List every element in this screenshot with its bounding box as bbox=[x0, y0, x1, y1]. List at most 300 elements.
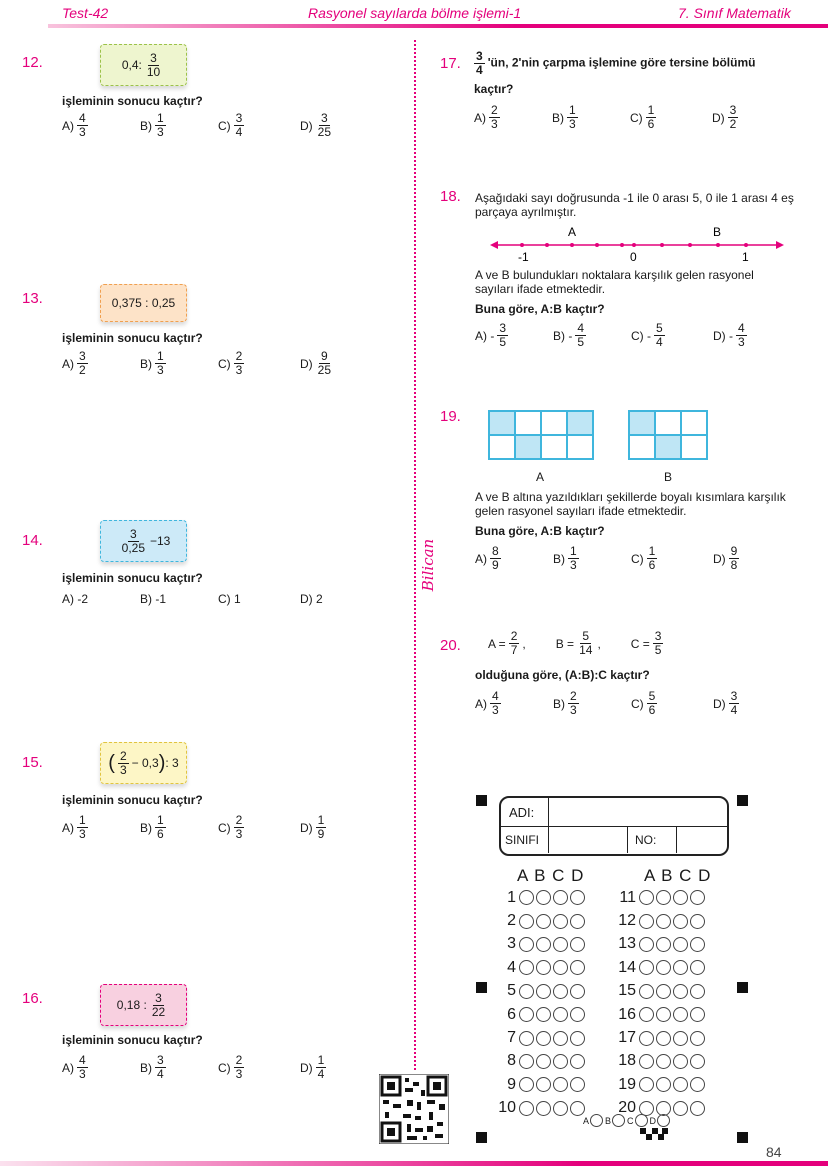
answer-bubble-a[interactable] bbox=[639, 1077, 654, 1092]
q20-a-fraction: $\frac{2}{7}$ bbox=[510, 629, 518, 657]
answer-bubble-a[interactable] bbox=[639, 937, 654, 952]
option-fraction: 5 6 bbox=[648, 689, 656, 717]
q17-option-d bbox=[712, 104, 792, 131]
option-letter: A) bbox=[62, 1060, 74, 1075]
option-fraction: 1 6 bbox=[157, 813, 164, 841]
answer-row bbox=[496, 909, 587, 932]
q12-number: 12. bbox=[22, 54, 43, 71]
answer-bubble-d[interactable] bbox=[570, 914, 585, 929]
answer-bubble-b[interactable] bbox=[536, 914, 551, 929]
option-letter: D) bbox=[713, 696, 726, 711]
option-fraction: 4 3 bbox=[79, 1053, 86, 1081]
option-letter: C) bbox=[218, 1060, 231, 1075]
q18-text-1: Aşağıdaki sayı doğrusunda -1 ile 0 arası 5, 0 ile 1 arası 4 eş parçaya ayrılmıştır. bbox=[475, 191, 794, 219]
option-letter: C) bbox=[218, 118, 231, 133]
q16-option-d bbox=[300, 1054, 380, 1081]
q16-option-c bbox=[218, 1054, 300, 1081]
q17-text bbox=[474, 50, 755, 77]
q14-options bbox=[62, 592, 323, 606]
q20-sep-2: , bbox=[597, 636, 601, 651]
option-letter: D) bbox=[713, 551, 726, 566]
answer-row-number: 5 bbox=[507, 982, 516, 1000]
answer-row-number: 10 bbox=[498, 1099, 516, 1117]
option-letter: C) bbox=[218, 820, 231, 835]
answer-bubble-a[interactable] bbox=[639, 914, 654, 929]
q13-expression: 0,375 : 0,25 bbox=[100, 284, 187, 322]
sheet-corner-mark bbox=[476, 1132, 487, 1143]
no-field[interactable] bbox=[677, 827, 727, 853]
q18-options bbox=[475, 322, 793, 349]
option-letter: D) bbox=[300, 1060, 313, 1075]
legend-bubble bbox=[635, 1114, 648, 1127]
q12-expr-pre: 0,4: bbox=[121, 58, 142, 72]
q20-prompt: olduğuna göre, (A:B):C kaçtır? bbox=[475, 668, 650, 682]
option-letter: A) bbox=[474, 110, 486, 125]
legend-letter: D bbox=[649, 1115, 657, 1126]
answer-bubble-c[interactable] bbox=[553, 984, 568, 999]
answer-bubble-b[interactable] bbox=[536, 937, 551, 952]
option-fraction: 2 3 bbox=[235, 349, 243, 377]
q19-option-c bbox=[631, 545, 713, 572]
q14-prompt: işleminin sonucu kaçtır? bbox=[62, 571, 203, 585]
option-letter: A) - bbox=[475, 328, 495, 343]
sheet-corner-mark bbox=[476, 982, 487, 993]
answer-bubble-d[interactable] bbox=[690, 1101, 705, 1116]
answer-row bbox=[616, 980, 707, 1003]
answer-row-number: 2 bbox=[507, 912, 516, 930]
answer-bubble-b[interactable] bbox=[656, 914, 671, 929]
option-fraction: 8 9 bbox=[492, 544, 499, 572]
answer-bubble-c[interactable] bbox=[673, 1054, 688, 1069]
option-letter: C) bbox=[630, 110, 643, 125]
option-fraction: 1 3 bbox=[569, 103, 576, 131]
answer-row-number: 14 bbox=[618, 958, 636, 976]
q20-option-b bbox=[553, 690, 631, 717]
q13-option-a bbox=[62, 350, 140, 377]
answer-row-number: 17 bbox=[618, 1029, 636, 1047]
q20-b-label: B = bbox=[555, 636, 575, 651]
option-fraction: 3 2 bbox=[79, 349, 86, 377]
answer-row-number: 12 bbox=[618, 912, 636, 930]
answer-bubble-d[interactable] bbox=[690, 890, 705, 905]
answer-bubble-b[interactable] bbox=[656, 1031, 671, 1046]
answer-row bbox=[616, 933, 707, 956]
q15-option-d bbox=[300, 814, 380, 841]
q19-text-1: A ve B altına yazıldıkları şekillerde boyalı kısımlara karşılık gelen rasyonel sayıları ifade etmektedir. bbox=[475, 490, 786, 518]
answer-bubble-c[interactable] bbox=[553, 914, 568, 929]
answer-bubble-d[interactable] bbox=[690, 984, 705, 999]
option-fraction: 9 8 bbox=[730, 544, 738, 572]
option-fraction: 5 4 bbox=[656, 321, 663, 349]
q20-sep-1: , bbox=[522, 636, 526, 651]
answer-row bbox=[616, 1073, 707, 1096]
q16-expr-fraction: 3 22 bbox=[151, 990, 166, 1019]
answer-bubble-a[interactable] bbox=[639, 960, 654, 975]
answer-bubble-b[interactable] bbox=[536, 1101, 551, 1116]
answer-row bbox=[496, 933, 587, 956]
q15-option-c bbox=[218, 814, 300, 841]
option-letter: C) bbox=[218, 356, 231, 371]
q19-option-b bbox=[553, 545, 631, 572]
answer-bubble-b[interactable] bbox=[656, 1077, 671, 1092]
legend-letter: A bbox=[583, 1115, 590, 1126]
option-letter: D) bbox=[300, 820, 313, 835]
answer-row bbox=[616, 909, 707, 932]
answer-bubble-c[interactable] bbox=[553, 890, 568, 905]
option-letter: B) bbox=[553, 696, 565, 711]
q17-text-1: 'ün, 2'nin çarpma işlemine göre tersine bölümü bbox=[487, 55, 756, 70]
answer-bubble-d[interactable] bbox=[570, 1054, 585, 1069]
answer-bubble-a[interactable] bbox=[639, 984, 654, 999]
answer-bubble-d[interactable] bbox=[690, 1077, 705, 1092]
answer-bubble-b[interactable] bbox=[656, 960, 671, 975]
q17-fraction: $\frac{3}{4}$ bbox=[476, 49, 483, 77]
option-fraction: 4 3 bbox=[492, 689, 499, 717]
answer-bubble-a[interactable] bbox=[519, 937, 534, 952]
q15-expr-rest: : 3 bbox=[165, 756, 179, 770]
answer-bubble-a[interactable] bbox=[639, 1007, 654, 1022]
option-letter: A) bbox=[475, 551, 487, 566]
q12-expression bbox=[100, 44, 187, 86]
option-fraction: 1 3 bbox=[79, 813, 86, 841]
answer-row-number: 4 bbox=[507, 958, 516, 976]
option-fraction: 3 4 bbox=[157, 1053, 164, 1081]
answer-bubble-b[interactable] bbox=[536, 1007, 551, 1022]
no-label: NO: bbox=[627, 827, 677, 853]
q16-prompt: işleminin sonucu kaçtır? bbox=[62, 1033, 203, 1047]
q15-prompt: işleminin sonucu kaçtır? bbox=[62, 793, 203, 807]
answer-bubble-b[interactable] bbox=[656, 1007, 671, 1022]
q15-paren-close: ) bbox=[158, 751, 166, 774]
sheet-corner-mark bbox=[737, 982, 748, 993]
legend-bubble bbox=[590, 1114, 603, 1127]
answer-bubble-b[interactable] bbox=[536, 1031, 551, 1046]
name-label: ADI: bbox=[501, 798, 549, 826]
answer-row bbox=[496, 1003, 587, 1026]
answer-row-number: 15 bbox=[618, 982, 636, 1000]
answer-bubble-b[interactable] bbox=[536, 960, 551, 975]
answer-bubble-d[interactable] bbox=[570, 960, 585, 975]
answer-bubble-a[interactable] bbox=[519, 984, 534, 999]
q18-tick-1: 1 bbox=[742, 250, 749, 264]
option-fraction: 1 3 bbox=[570, 544, 577, 572]
answer-bubble-c[interactable] bbox=[673, 1031, 688, 1046]
option-letter: B) bbox=[140, 356, 152, 371]
answer-row-number: 1 bbox=[507, 888, 516, 906]
q15-expr-mid: − 0,3 bbox=[131, 756, 159, 770]
option-fraction: 2 3 bbox=[235, 813, 243, 841]
option-letter: B) bbox=[140, 820, 152, 835]
answer-row bbox=[496, 1073, 587, 1096]
option-letter: B) bbox=[552, 110, 564, 125]
answer-row bbox=[496, 1097, 587, 1120]
q14-expr-rest: −13 bbox=[150, 534, 171, 548]
q18-tick-0: 0 bbox=[630, 250, 637, 264]
answer-bubble-d[interactable] bbox=[570, 890, 585, 905]
option-fraction: 1 9 bbox=[317, 813, 325, 841]
q18-tick-minus1: -1 bbox=[518, 250, 529, 264]
answer-bubble-b[interactable] bbox=[536, 984, 551, 999]
q15-option-b bbox=[140, 814, 218, 841]
answer-row-number: 11 bbox=[619, 888, 636, 906]
q19-prompt: Buna göre, A:B kaçtır? bbox=[475, 524, 605, 538]
q17-text-2: kaçtır? bbox=[474, 82, 514, 96]
q14-option-b: B) -1 bbox=[140, 592, 167, 606]
answer-bubble-a[interactable] bbox=[519, 1007, 534, 1022]
answer-bubble-d[interactable] bbox=[690, 960, 705, 975]
q19-label-a: A bbox=[536, 470, 545, 484]
answer-bubble-a[interactable] bbox=[519, 1101, 534, 1116]
option-fraction: 4 5 bbox=[577, 321, 585, 349]
sheet-corner-mark bbox=[476, 795, 487, 806]
q19-option-a bbox=[475, 545, 553, 572]
answer-bubble-b[interactable] bbox=[536, 1054, 551, 1069]
answer-bubble-c[interactable] bbox=[553, 1077, 568, 1092]
option-letter: C) bbox=[631, 551, 644, 566]
footer-bar bbox=[0, 1161, 828, 1166]
answer-row-number: 13 bbox=[618, 935, 636, 953]
test-label: Test-42 bbox=[62, 5, 109, 21]
header-bar bbox=[48, 24, 828, 28]
answer-bubble-b[interactable] bbox=[656, 937, 671, 952]
q19-number: 19. bbox=[440, 408, 461, 425]
answer-bubble-a[interactable] bbox=[639, 1054, 654, 1069]
answer-bubble-c[interactable] bbox=[553, 1031, 568, 1046]
option-letter: D) - bbox=[713, 328, 733, 343]
q20-a-label: A = bbox=[488, 636, 506, 651]
q15-number: 15. bbox=[22, 754, 43, 771]
option-letter: A) bbox=[62, 820, 74, 835]
option-letter: D) bbox=[712, 110, 725, 125]
option-letter: C) - bbox=[631, 328, 651, 343]
answer-bubble-c[interactable] bbox=[673, 984, 688, 999]
q17-option-a bbox=[474, 104, 552, 131]
answer-bubble-c[interactable] bbox=[673, 1077, 688, 1092]
answer-bubble-d[interactable] bbox=[570, 984, 585, 999]
q15-options bbox=[62, 814, 380, 841]
answer-bubble-a[interactable] bbox=[639, 890, 654, 905]
sheet-info-box bbox=[499, 796, 729, 856]
q14-expr-fraction: 3 0,25 bbox=[121, 526, 145, 555]
answer-bubble-b[interactable] bbox=[656, 890, 671, 905]
answer-bubble-a[interactable] bbox=[519, 960, 534, 975]
option-fraction: 2 3 bbox=[570, 689, 577, 717]
option-letter: D) bbox=[300, 118, 313, 133]
answer-bubble-a[interactable] bbox=[519, 914, 534, 929]
answer-bubble-c[interactable] bbox=[553, 1101, 568, 1116]
q14-option-d: D) 2 bbox=[300, 592, 323, 606]
option-fraction: 4 3 bbox=[738, 321, 745, 349]
page-header bbox=[0, 0, 828, 26]
q20-c-label: C = bbox=[630, 636, 650, 651]
q18-prompt: Buna göre, A:B kaçtır? bbox=[475, 302, 605, 316]
q17-options bbox=[474, 104, 792, 131]
answer-bubble-d[interactable] bbox=[690, 1054, 705, 1069]
q20-option-d bbox=[713, 690, 793, 717]
answer-row-number: 19 bbox=[618, 1075, 636, 1093]
q20-b-fraction: $\frac{5}{14}$ bbox=[579, 629, 593, 657]
q15-expr-fraction: 2 3 bbox=[119, 748, 127, 777]
answer-bubble-d[interactable] bbox=[570, 937, 585, 952]
q15-option-a bbox=[62, 814, 140, 841]
q14-option-c: C) 1 bbox=[218, 592, 241, 606]
q18-option-a bbox=[475, 322, 553, 349]
answer-row-number: 9 bbox=[507, 1075, 516, 1093]
q13-prompt: işleminin sonucu kaçtır? bbox=[62, 331, 203, 345]
answer-bubble-b[interactable] bbox=[536, 1077, 551, 1092]
q18-label-a: A bbox=[568, 225, 577, 239]
sheet-barcode bbox=[640, 1128, 668, 1142]
q15-paren-open: ( bbox=[108, 751, 115, 774]
answer-row bbox=[496, 1050, 587, 1073]
answer-row bbox=[616, 956, 707, 979]
q16-expr-pre: 0,18 : bbox=[116, 998, 147, 1012]
page-title: Rasyonel sayılarda bölme işlemi-1 bbox=[308, 5, 522, 21]
answer-bubble-b[interactable] bbox=[656, 1054, 671, 1069]
sheet-corner-mark bbox=[737, 1132, 748, 1143]
option-letter: A) bbox=[475, 696, 487, 711]
q12-option-a bbox=[62, 112, 140, 139]
answer-bubble-d[interactable] bbox=[570, 1031, 585, 1046]
sheet-column-left bbox=[496, 886, 587, 1120]
q17-option-b bbox=[552, 104, 630, 131]
answer-row bbox=[496, 956, 587, 979]
answer-bubble-c[interactable] bbox=[553, 937, 568, 952]
sheet-letters-left: A B C D bbox=[517, 866, 585, 885]
q17-option-c bbox=[630, 104, 712, 131]
answer-row-number: 20 bbox=[618, 1099, 636, 1117]
q13-number: 13. bbox=[22, 290, 43, 307]
sheet-legend bbox=[583, 1114, 672, 1127]
answer-bubble-a[interactable] bbox=[519, 1077, 534, 1092]
answer-bubble-c[interactable] bbox=[673, 1101, 688, 1116]
option-letter: A) bbox=[62, 356, 74, 371]
answer-bubble-d[interactable] bbox=[690, 937, 705, 952]
name-field[interactable] bbox=[549, 798, 727, 826]
option-letter: B) bbox=[553, 551, 565, 566]
class-field[interactable] bbox=[549, 827, 628, 853]
answer-bubble-a[interactable] bbox=[519, 890, 534, 905]
option-fraction: 3 5 bbox=[499, 321, 507, 349]
answer-bubble-a[interactable] bbox=[639, 1031, 654, 1046]
option-fraction: 9 25 bbox=[317, 349, 332, 377]
option-fraction: 1 3 bbox=[157, 111, 164, 139]
class-label: SINIFI bbox=[501, 827, 549, 853]
option-fraction: 1 6 bbox=[648, 544, 656, 572]
answer-bubble-d[interactable] bbox=[570, 1007, 585, 1022]
answer-bubble-b[interactable] bbox=[536, 890, 551, 905]
answer-row-number: 3 bbox=[507, 935, 516, 953]
q18-option-b bbox=[553, 322, 631, 349]
option-fraction: 3 25 bbox=[317, 111, 332, 139]
answer-bubble-c[interactable] bbox=[673, 890, 688, 905]
answer-bubble-a[interactable] bbox=[519, 1031, 534, 1046]
answer-bubble-d[interactable] bbox=[690, 914, 705, 929]
answer-bubble-c[interactable] bbox=[553, 1007, 568, 1022]
answer-row bbox=[616, 886, 707, 909]
q13-option-c bbox=[218, 350, 300, 377]
q19-options bbox=[475, 545, 793, 572]
option-letter: D) bbox=[300, 356, 313, 371]
sheet-letters-right: A B C D bbox=[644, 866, 712, 885]
answer-bubble-d[interactable] bbox=[690, 1007, 705, 1022]
option-letter: C) bbox=[631, 696, 644, 711]
answer-row bbox=[496, 980, 587, 1003]
answer-row-number: 18 bbox=[618, 1052, 636, 1070]
answer-bubble-d[interactable] bbox=[690, 1031, 705, 1046]
legend-letter: B bbox=[605, 1115, 612, 1126]
answer-row bbox=[496, 1026, 587, 1049]
q12-options bbox=[62, 112, 380, 139]
q16-option-a bbox=[62, 1054, 140, 1081]
q12-expr-fraction: 3 10 bbox=[146, 50, 161, 79]
q13-option-d bbox=[300, 350, 380, 377]
q20-option-c bbox=[631, 690, 713, 717]
brand-logo: Bilican bbox=[419, 535, 437, 595]
q19-figure-a bbox=[488, 410, 594, 460]
q19-figure-b bbox=[628, 410, 708, 460]
answer-row bbox=[616, 1026, 707, 1049]
answer-bubble-c[interactable] bbox=[673, 960, 688, 975]
option-fraction: 2 3 bbox=[235, 1053, 243, 1081]
answer-bubble-b[interactable] bbox=[656, 984, 671, 999]
answer-row-number: 8 bbox=[507, 1052, 516, 1070]
answer-bubble-c[interactable] bbox=[673, 937, 688, 952]
option-fraction: 4 3 bbox=[79, 111, 86, 139]
q13-options bbox=[62, 350, 380, 377]
answer-bubble-c[interactable] bbox=[553, 960, 568, 975]
q20-definitions bbox=[488, 630, 666, 657]
answer-bubble-a[interactable] bbox=[519, 1054, 534, 1069]
legend-bubble bbox=[612, 1114, 625, 1127]
q16-option-b bbox=[140, 1054, 218, 1081]
answer-bubble-c[interactable] bbox=[673, 1007, 688, 1022]
q12-option-c bbox=[218, 112, 300, 139]
q20-c-fraction: $\frac{3}{5}$ bbox=[654, 629, 662, 657]
q14-expression bbox=[100, 520, 187, 562]
option-fraction: 1 3 bbox=[157, 349, 164, 377]
q20-options bbox=[475, 690, 793, 717]
option-fraction: 2 3 bbox=[491, 103, 498, 131]
option-fraction: 3 2 bbox=[729, 103, 737, 131]
answer-bubble-c[interactable] bbox=[673, 914, 688, 929]
q16-options bbox=[62, 1054, 380, 1081]
qr-code bbox=[379, 1074, 449, 1144]
page-number: 84 bbox=[766, 1144, 782, 1160]
q16-expression bbox=[100, 984, 187, 1026]
q17-number: 17. bbox=[440, 55, 461, 72]
answer-bubble-d[interactable] bbox=[570, 1077, 585, 1092]
q16-number: 16. bbox=[22, 990, 43, 1007]
q13-option-b bbox=[140, 350, 218, 377]
option-letter: B) bbox=[140, 1060, 152, 1075]
q18-option-d bbox=[713, 322, 793, 349]
q18-number-line bbox=[488, 224, 788, 264]
sheet-column-right bbox=[616, 886, 707, 1120]
q14-number: 14. bbox=[22, 532, 43, 549]
column-divider bbox=[414, 40, 416, 1070]
q12-option-b bbox=[140, 112, 218, 139]
q20-option-a bbox=[475, 690, 553, 717]
answer-row bbox=[616, 1003, 707, 1026]
option-fraction: 1 4 bbox=[317, 1053, 325, 1081]
answer-row bbox=[616, 1050, 707, 1073]
subject-label: 7. Sınıf Matematik bbox=[678, 5, 791, 21]
q15-expression bbox=[100, 742, 187, 784]
answer-row-number: 6 bbox=[507, 1005, 516, 1023]
answer-row bbox=[496, 886, 587, 909]
answer-bubble-c[interactable] bbox=[553, 1054, 568, 1069]
